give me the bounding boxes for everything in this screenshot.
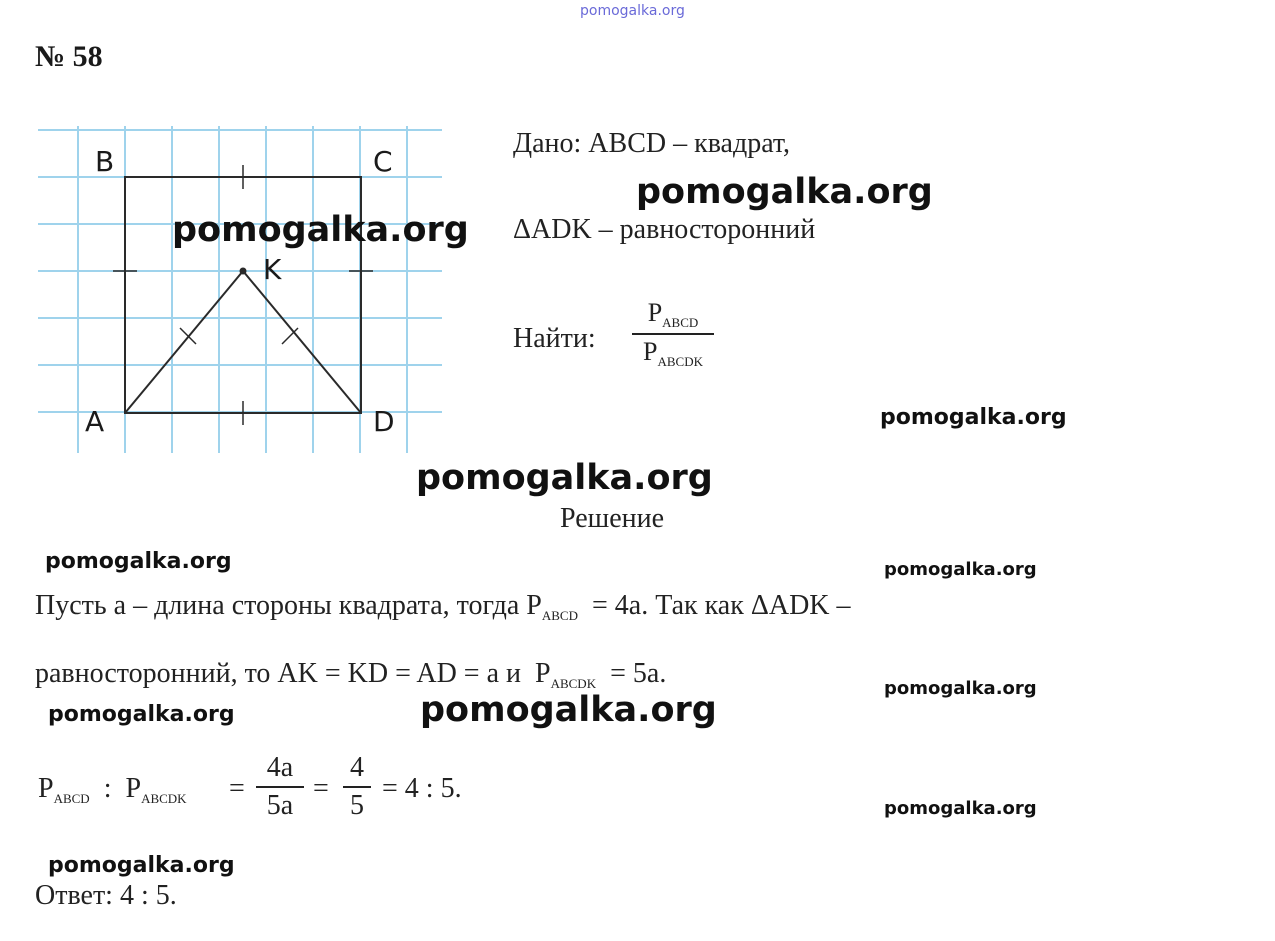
formula-fraction-2: 4 5	[343, 752, 371, 822]
watermark: pomogalka.org	[884, 559, 1037, 580]
formula-fraction-1: 4a 5a	[256, 752, 304, 822]
point-k	[240, 268, 247, 275]
given-line-1: Дано: ABCD – квадрат,	[513, 128, 791, 159]
watermark: pomogalka.org	[48, 702, 235, 727]
find-numerator: $P_{ABCD}$	[647, 298, 699, 330]
find-label: Найти:	[513, 323, 596, 354]
watermark: pomogalka.org	[416, 458, 713, 498]
triangle-adk	[125, 271, 361, 413]
watermark: pomogalka.org	[884, 678, 1037, 699]
formula-left: $P_{ABCD}$ : $P_{ABCDK}$	[38, 773, 187, 806]
answer: Ответ: 4 : 5.	[35, 880, 177, 911]
watermark: pomogalka.org	[48, 853, 235, 878]
vertex-label-c: C	[373, 145, 393, 178]
watermark: pomogalka.org	[420, 690, 717, 730]
watermark: pomogalka.org	[45, 549, 232, 574]
solution-line-2: равносторонний, то AK = KD = AD = a и $P_{ABCDK} = 5a$.	[35, 658, 667, 691]
vertex-label-b: B	[95, 145, 115, 178]
tick-marks	[113, 165, 373, 425]
find-denominator: $P_{ABCDK}$	[643, 336, 703, 369]
vertex-label-k: K	[263, 253, 282, 286]
formula-tail: = 4 : 5.	[382, 773, 462, 804]
watermark: pomogalka.org	[880, 405, 1067, 430]
find-fraction	[632, 298, 714, 370]
watermark: pomogalka.org	[172, 210, 469, 250]
watermark-top: pomogalka.org	[580, 3, 685, 19]
solution-title: Решение	[560, 503, 665, 534]
solution-line-1: Пусть a – длина стороны квадрата, тогда $P_{ABCD} = 4a$. Так как ΔADK –	[35, 590, 851, 623]
watermark: pomogalka.org	[884, 798, 1037, 819]
given-line-2: ΔADK – равносторонний	[513, 214, 816, 245]
problem-number: № 58	[35, 40, 103, 73]
formula-eq-2: =	[313, 773, 329, 804]
vertex-label-a: A	[85, 405, 105, 438]
vertex-label-d: D	[373, 405, 395, 438]
formula-eq-1: =	[229, 773, 245, 804]
watermark: pomogalka.org	[636, 172, 933, 212]
fraction-bar	[632, 333, 714, 335]
